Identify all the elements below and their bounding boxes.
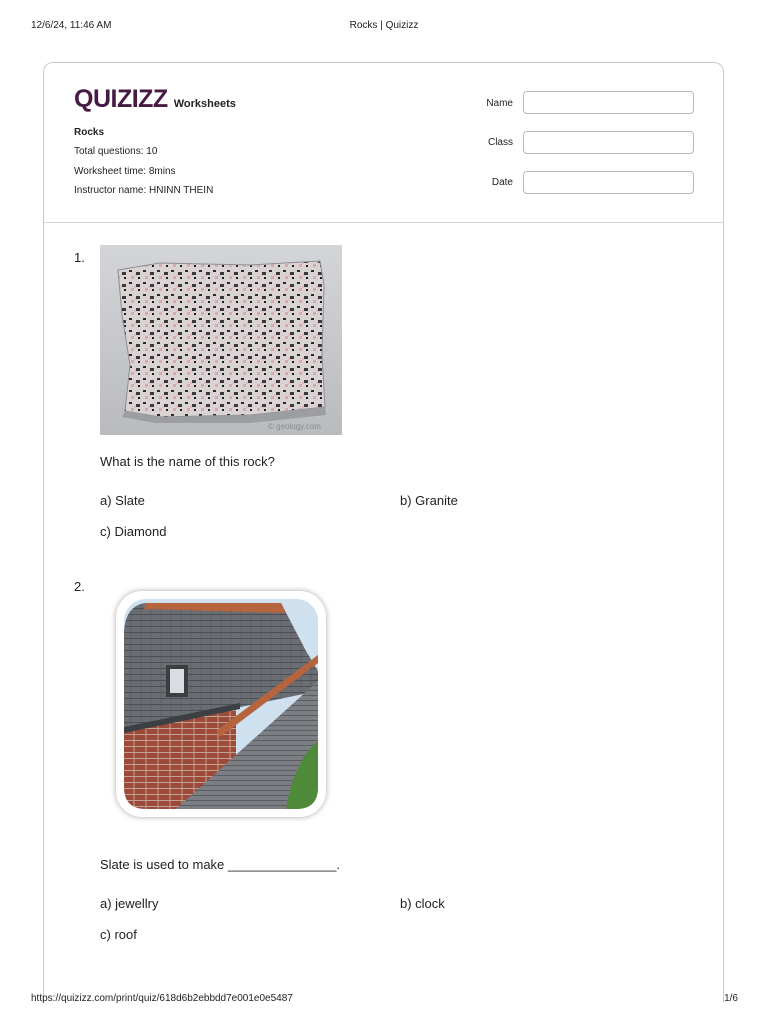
- q2-option-a[interactable]: a) jewellry: [100, 896, 159, 911]
- image-watermark: © geology.com: [268, 422, 321, 431]
- q2-option-c[interactable]: c) roof: [100, 927, 137, 942]
- print-page-title: Rocks | Quizizz: [349, 20, 419, 31]
- q1-option-c[interactable]: c) Diamond: [100, 524, 167, 539]
- date-label: Date: [491, 177, 513, 188]
- q2-option-b[interactable]: b) clock: [400, 896, 445, 911]
- brand: [74, 85, 236, 114]
- print-url[interactable]: https://quizizz.com/print/quiz/618d6b2ebbdd7e001e0e5487: [31, 993, 293, 1004]
- date-field[interactable]: [523, 171, 694, 194]
- name-field[interactable]: [523, 91, 694, 114]
- worksheet: [43, 62, 724, 1002]
- slate-roof-image: [116, 591, 326, 817]
- total-questions: Total questions: 10: [74, 146, 158, 157]
- print-page-number: 1/6: [724, 993, 738, 1004]
- granite-rock-image: [100, 245, 342, 435]
- print-datetime: 12/6/24, 11:46 AM: [31, 20, 112, 31]
- name-label: Name: [486, 98, 513, 109]
- quiz-title: Rocks: [74, 127, 105, 138]
- question-1-number: 1.: [74, 250, 85, 265]
- q1-option-b[interactable]: b) Granite: [400, 493, 458, 508]
- question-1-text: What is the name of this rock?: [100, 454, 275, 469]
- class-field[interactable]: [523, 131, 694, 154]
- worksheet-time: Worksheet time: 8mins: [74, 166, 176, 177]
- question-2-number: 2.: [74, 579, 85, 594]
- q1-option-a[interactable]: a) Slate: [100, 493, 145, 508]
- logo-subtitle: Worksheets: [173, 98, 236, 110]
- question-2-text: Slate is used to make _______________.: [100, 857, 340, 872]
- instructor-name: Instructor name: HNINN THEIN: [74, 185, 214, 196]
- worksheet-header: [44, 63, 723, 223]
- quizizz-logo: QUIZIZZ: [74, 85, 168, 113]
- class-label: Class: [487, 137, 513, 148]
